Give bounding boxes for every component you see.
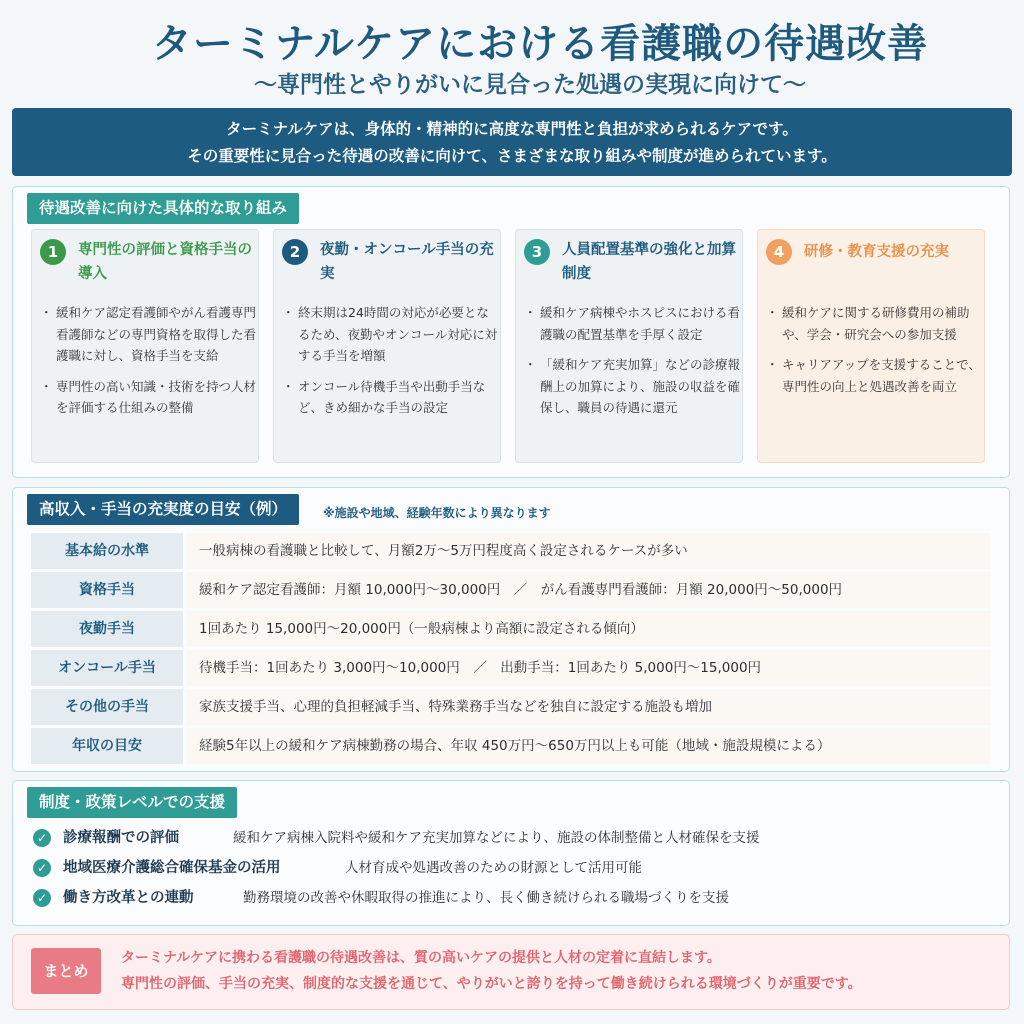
table-row [31,533,991,569]
row-label: オンコール手当 [31,650,183,686]
number-badge: 3 [524,239,550,265]
check-icon: ✓ [33,889,51,907]
income-label: 高収入・手当の充実度の目安（例） [27,494,299,525]
number-badge: 1 [40,239,66,265]
table-row [31,728,991,764]
row-value: 待機手当：1回あたり 3,000円〜10,000円 ／ 出動手当：1回あたり 5,000円〜15,000円 [187,650,991,686]
initiative-card-1 [31,229,259,463]
row-value: 家族支援手当、心理的負担軽減手当、特殊業務手当などを独自に設定する施設も増加 [187,689,991,725]
intro-line-2: その重要性に見合った待遇の改善に向けて、さまざまな取り組みや制度が進められています。 [187,147,837,165]
card-bullets [284,302,498,428]
table-row [31,572,991,608]
row-label: 基本給の水準 [31,533,183,569]
summary-line-1: ターミナルケアに携わる看護職の待遇改善は、質の高いケアの提供と人材の定着に直結します。 [121,950,721,966]
bullet: ・ キャリアアップを支援することで、専門性の向上と処遇改善を両立 [768,354,982,397]
policy-head: 地域医療介護総合確保基金の活用 [63,860,281,876]
policy-text: 勤務環境の改善や休暇取得の推進により、長く働き続けられる職場づくりを支援 [243,890,729,906]
row-value: 一般病棟の看護職と比較して、月額2万〜5万円程度高く設定されるケースが多い [187,533,991,569]
row-value: 緩和ケア認定看護師：月額 10,000円〜30,000円 ／ がん看護専門看護師：月額 20,000円〜50,000円 [187,572,991,608]
initiative-card-3 [515,229,743,463]
bullet: ・ 「緩和ケア充実加算」などの診療報酬上の加算により、施設の収益を確保し、職員の待遇に還元 [526,354,740,419]
check-icon: ✓ [33,829,51,847]
bullet: ・ オンコール待機手当や出動手当など、きめ細かな手当の設定 [284,376,498,419]
card-bullets [42,302,256,428]
row-label: 夜勤手当 [31,611,183,647]
policy-head: 働き方改革との連動 [63,890,194,906]
bullet: ・ 緩和ケア病棟やホスピスにおける看護職の配置基準を手厚く設定 [526,302,740,345]
page-title: ターミナルケアにおける看護職の待遇改善 [151,21,929,67]
row-label: その他の手当 [31,689,183,725]
intro-banner [12,108,1012,176]
income-note: ※施設や地域、経験年数により異なります [323,506,551,520]
row-label: 年収の目安 [31,728,183,764]
summary-label: まとめ [31,948,101,994]
bullet: ・ 緩和ケアに関する研修費用の補助や、学会・研究会への参加支援 [768,302,982,345]
policy-label: 制度・政策レベルでの支援 [27,787,237,818]
policy-section [12,780,1010,926]
initiatives-label: 待遇改善に向けた具体的な取り組み [27,193,299,224]
card-title: 人員配置基準の強化と加算制度 [562,242,736,282]
policy-head: 診療報酬での評価 [63,830,179,846]
bullet: ・ 専門性の高い知識・技術を持つ人材を評価する仕組みの整備 [42,376,256,419]
number-badge: 4 [766,239,792,265]
summary-line-2: 専門性の評価、手当の充実、制度的な支援を通じて、やりがいと誇りを持って働き続けられる環境づくりが重要です。 [121,976,862,992]
check-icon: ✓ [33,859,51,877]
initiative-card-4 [757,229,985,463]
card-bullets [526,302,740,428]
card-title: 夜勤・オンコール手当の充実 [320,242,494,282]
policy-item [33,884,993,914]
policy-item [33,824,993,854]
row-value: 経験5年以上の緩和ケア病棟勤務の場合、年収 450万円〜650万円以上も可能（地域・施設規模による） [187,728,991,764]
table-row [31,689,991,725]
summary-box [12,934,1010,1010]
bullet: ・ 緩和ケア認定看護師やがん看護専門看護師などの専門資格を取得した看護職に対し、資格手当を支給 [42,302,256,367]
policy-text: 人材育成や処遇改善のための財源として活用可能 [345,860,642,876]
policy-item [33,854,993,884]
page-subtitle: 〜専門性とやりがいに見合った処遇の実現に向けて〜 [254,72,806,98]
summary-text [121,945,1001,997]
initiatives-section [12,186,1010,478]
initiative-card-2 [273,229,501,463]
card-title: 研修・教育支援の充実 [804,244,949,260]
number-badge: 2 [282,239,308,265]
row-label: 資格手当 [31,572,183,608]
card-title: 専門性の評価と資格手当の導入 [78,242,252,282]
income-section [12,487,1010,772]
table-row [31,611,991,647]
row-value: 1回あたり 15,000円〜20,000円（一般病棟より高額に設定される傾向） [187,611,991,647]
policy-text: 緩和ケア病棟入院料や緩和ケア充実加算などにより、施設の体制整備と人材確保を支援 [233,830,760,846]
table-row [31,650,991,686]
intro-line-1: ターミナルケアは、身体的・精神的に高度な専門性と負担が求められるケアです。 [226,120,798,138]
bullet: ・ 終末期は24時間の対応が必要となるため、夜勤やオンコール対応に対する手当を増額 [284,302,498,367]
card-bullets [768,302,982,406]
